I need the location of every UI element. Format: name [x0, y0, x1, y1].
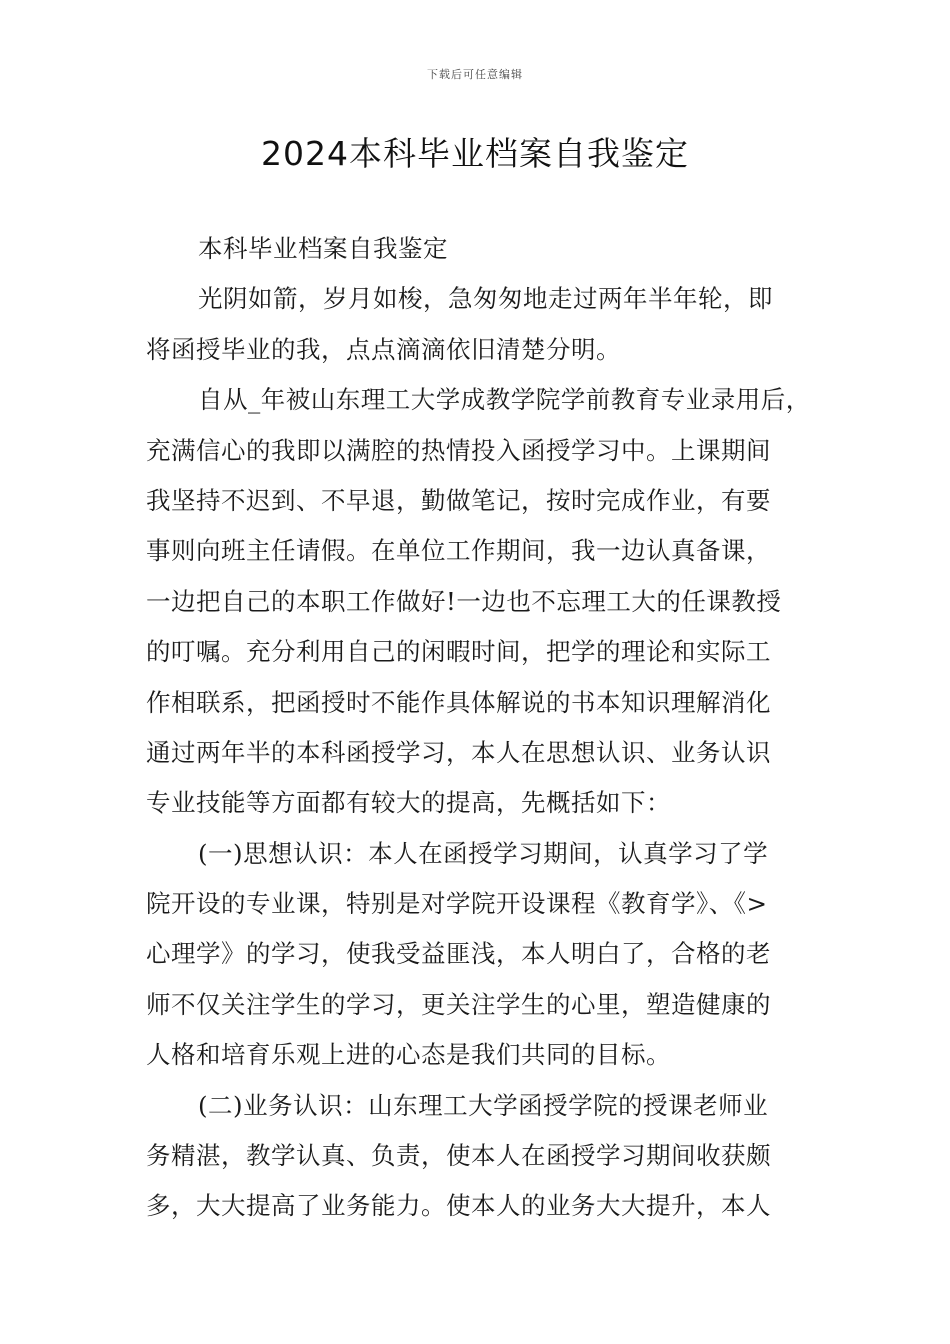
text-line: 自从_年被山东理工大学成教学院学前教育专业录用后，	[198, 385, 811, 415]
text-line: (二)业务认识：山东理工大学函授学院的授课老师业	[198, 1090, 769, 1120]
text-line: 我坚持不迟到、不早退，勤做笔记，按时完成作业，有要	[146, 485, 771, 515]
text-line: 光阴如箭，岁月如梭，急匆匆地走过两年半年轮，即	[198, 284, 773, 314]
text-line: 的叮嘱。充分利用自己的闲暇时间，把学的理论和实际工	[146, 637, 771, 667]
text-line: 充满信心的我即以满腔的热情投入函授学习中。上课期间	[146, 435, 771, 465]
text-line: 本科毕业档案自我鉴定	[198, 234, 448, 263]
header-note: 下载后可任意编辑	[427, 68, 523, 81]
text-line: 作相联系，把函授时不能作具体解说的书本知识理解消化	[146, 687, 771, 717]
text-line: 院开设的专业课，特别是对学院开设课程《教育学》、《>	[146, 889, 768, 919]
text-line: (一)思想认识：本人在函授学习期间，认真学习了学	[198, 838, 769, 868]
text-line: 师不仅关注学生的学习，更关注学生的心里，塑造健康的	[146, 989, 771, 1019]
text-line: 通过两年半的本科函授学习，本人在思想认识、业务认识	[146, 737, 771, 767]
text-line: 将函授毕业的我，点点滴滴依旧清楚分明。	[146, 334, 621, 364]
text-line: 心理学》的学习，使我受益匪浅，本人明白了，合格的老	[146, 939, 771, 969]
text-line: 专业技能等方面都有较大的提高，先概括如下：	[146, 788, 671, 818]
document-body	[146, 224, 826, 1232]
text-line: 人格和培育乐观上进的心态是我们共同的目标。	[146, 1040, 671, 1070]
text-line: 一边把自己的本职工作做好!一边也不忘理工大的任课教授	[146, 586, 782, 616]
document-title: 2024本科毕业档案自我鉴定	[261, 134, 689, 173]
text-line: 事则向班主任请假。在单位工作期间，我一边认真备课，	[146, 536, 771, 566]
text-line: 务精湛，教学认真、负责，使本人在函授学习期间收获颇	[146, 1141, 771, 1171]
text-line: 多，大大提高了业务能力。使本人的业务大大提升，本人	[146, 1191, 771, 1221]
